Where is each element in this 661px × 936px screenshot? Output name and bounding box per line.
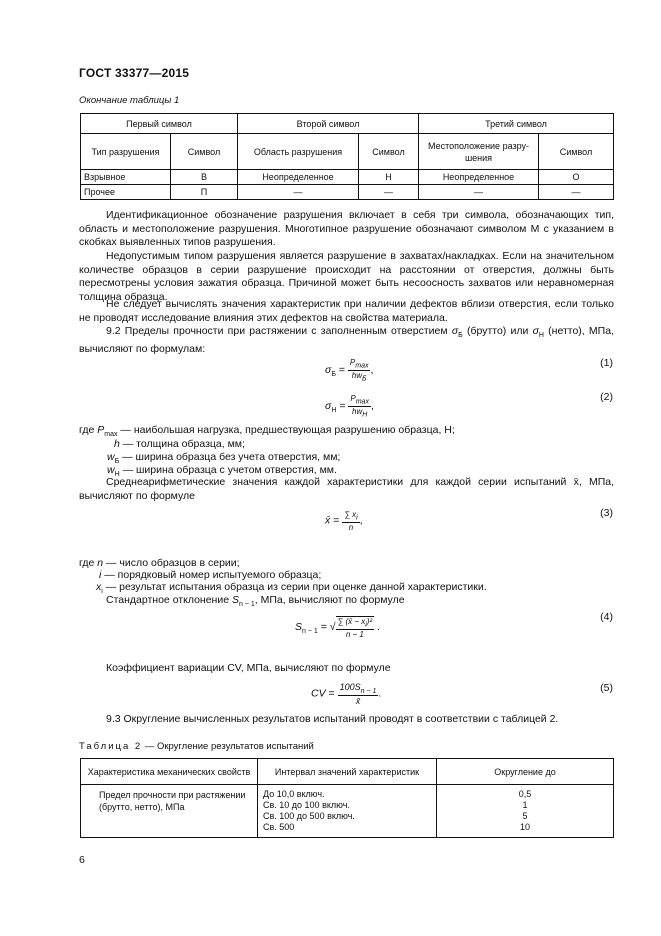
table2 (80, 758, 614, 838)
interval-value: Св. 10 до 100 включ. (263, 800, 350, 810)
paragraph: Идентификационное обозначение разрушения включает в себя три символа, обозначающих тип, область и местоположение разрушения. Многотипное разрушение обозначают символом M с указанием в скобках выявленных типов разрушения. (79, 209, 614, 248)
equation-3: x̄ = $\frac{\sum x_i}{n}$ , (325, 510, 363, 532)
table-cell: Взрывное (81, 170, 171, 185)
where-text: — число образцов в серии; (106, 557, 240, 569)
rounding-value: 1 (522, 800, 528, 810)
paragraph: 9.3 Округление вычисленных результатов испытаний проводят в соответствии с таблицей 2. (106, 713, 559, 725)
table-row (81, 785, 614, 838)
table1-caption: Окончание таблицы 1 (79, 95, 180, 106)
table1-group: Второй символ (238, 114, 419, 134)
table-cell: — (539, 185, 614, 200)
table1-column-header: Символ (171, 134, 238, 170)
where-line: h — толщина образца, мм; (114, 438, 245, 450)
table2-column-header: Характеристика механических свойств (81, 759, 258, 785)
where-line: i — порядковый номер испытуемого образца; (99, 569, 322, 581)
rounding-value: 5 (522, 811, 528, 821)
table1-column-header: Местоположение разру-шения (419, 134, 539, 170)
equation-2: $\sigma_Н$ = $\frac{P_{max}}{hw_Н}$ , (325, 394, 374, 419)
interval-value: Св. 100 до 500 включ. (263, 811, 355, 821)
table-row (81, 185, 614, 200)
paragraph-part: (нетто), МПа, вычисляют по формулам: (79, 325, 614, 355)
page-number: 6 (79, 854, 85, 866)
table-cell: Прочее (81, 185, 171, 200)
table2-column-header: Округление до (437, 759, 614, 785)
table2-caption-title: — Округление результатов испытаний (142, 741, 314, 752)
table2-column-header: Интервал значений характеристик (258, 759, 437, 785)
table1-column-header: Область разрушения (238, 134, 359, 170)
rounding-value: 10 (519, 822, 530, 832)
table-cell: Н (359, 170, 419, 185)
paragraph: Не следует вычислять значения характеристик при наличии дефектов вблизи отверстия, если только не проводят исследование влияния этих дефектов на свойства материала. (79, 298, 614, 324)
table-cell: Неопределенное (238, 170, 359, 185)
table-cell: О (539, 170, 614, 185)
table1-column-header: Символ (539, 134, 614, 170)
where-text: — ширина образца без учета отверстия, мм; (122, 451, 341, 463)
table2-caption (79, 741, 314, 752)
table-row (81, 170, 614, 185)
table-cell: — (359, 185, 419, 200)
paragraph: Недопустимым типом разрушения является разрушение в захватах/накладках. Если на значительном количестве образцов в серии разрушение происходит на расстоянии от отверстия, должны быть пересмотрены условия зажатия образца. Причиной может быть несоосность захватов или неравномерная толщина образца. (79, 250, 614, 303)
where-text: — ширина образца с учетом отверстия, мм. (122, 464, 337, 476)
table-cell: П (171, 185, 238, 200)
table1-group: Третий символ (419, 114, 614, 134)
page-header-title: ГОСТ 33377—2015 (79, 66, 190, 80)
paragraph-part: Стандартное отклонение (106, 594, 232, 606)
equation-1: $\sigma_Б$ = $\frac{P_{max}}{hw_Б}$ , (325, 358, 374, 383)
where-text: — порядковый номер испытуемого образца; (104, 569, 322, 581)
equation-number: (4) (600, 611, 613, 623)
table-cell: — (419, 185, 539, 200)
paragraph-part: , МПа, вычисляют по формуле (254, 594, 405, 606)
table1-column-header: Тип разрушения (81, 134, 171, 170)
equation-number: (3) (600, 507, 613, 519)
equation-4: $S_{n - 1}$ = √ $\frac{\sum (x̄ - x_i)^2}{n - 1}$ . (295, 617, 380, 639)
rounding-value: 0,5 (518, 789, 532, 799)
equation-number: (5) (600, 682, 613, 694)
table-cell: — (238, 185, 359, 200)
paragraph: 9.2 Пределы прочности при растяжении с заполненным отверстием $\sigma_Б$ (брутто) или $\sigma_Н$ (нетто), МПа, вычисляют по формулам: (79, 325, 614, 355)
where-text: — наибольшая нагрузка, предшествующая разрушению образца, Н; (120, 424, 455, 436)
where-line: $w_Б$ — ширина образца без учета отверстия, мм; (107, 451, 341, 466)
table-cell: В (171, 170, 238, 185)
where-line: $w_Н$ — ширина образца с учетом отверстия, мм. (107, 464, 337, 479)
paragraph-part: 9.2 Пределы прочности при растяжении с заполненным отверстием (106, 325, 452, 337)
interval-value: Св. 500 (263, 822, 295, 832)
where-text: — результат испытания образца из серии при оценке данной характеристики. (105, 581, 487, 593)
table-cell: Предел прочности при растяжении (брутто, нетто), МПа (81, 785, 258, 838)
equation-5: CV = $\frac{100S_{n - 1}}{x̄}$ . (311, 682, 382, 706)
where-line: где $P_{max}$ — наибольшая нагрузка, предшествующая разрушению образца, Н; (79, 424, 455, 439)
table-cell: Неопределенное (419, 170, 539, 185)
interval-value: До 10,0 включ. (263, 789, 325, 799)
where-text: — толщина образца, мм; (122, 438, 245, 450)
table-cell (437, 785, 614, 838)
table-cell (258, 785, 437, 838)
where-line: $x_i$ — результат испытания образца из серии при оценке данной характеристики. (96, 581, 487, 596)
paragraph: Среднеарифметические значения каждой характеристики для каждой серии испытаний x̄, МПа, вычисляют по формуле (79, 476, 614, 502)
table2-caption-label: Таблица 2 (79, 741, 143, 752)
paragraph: Стандартное отклонение $S_{n - 1}$, МПа, вычисляют по формуле (106, 594, 405, 609)
paragraph-part: (брутто) или (462, 325, 533, 337)
equation-number: (2) (600, 391, 613, 403)
equation-number: (1) (600, 357, 613, 369)
table1-group: Первый символ (81, 114, 238, 134)
where-line: где n — число образцов в серии; (79, 557, 240, 569)
table1-column-header: Символ (359, 134, 419, 170)
paragraph: Коэффициент вариации CV, МПа, вычисляют по формуле (106, 662, 391, 674)
table1 (80, 113, 614, 200)
